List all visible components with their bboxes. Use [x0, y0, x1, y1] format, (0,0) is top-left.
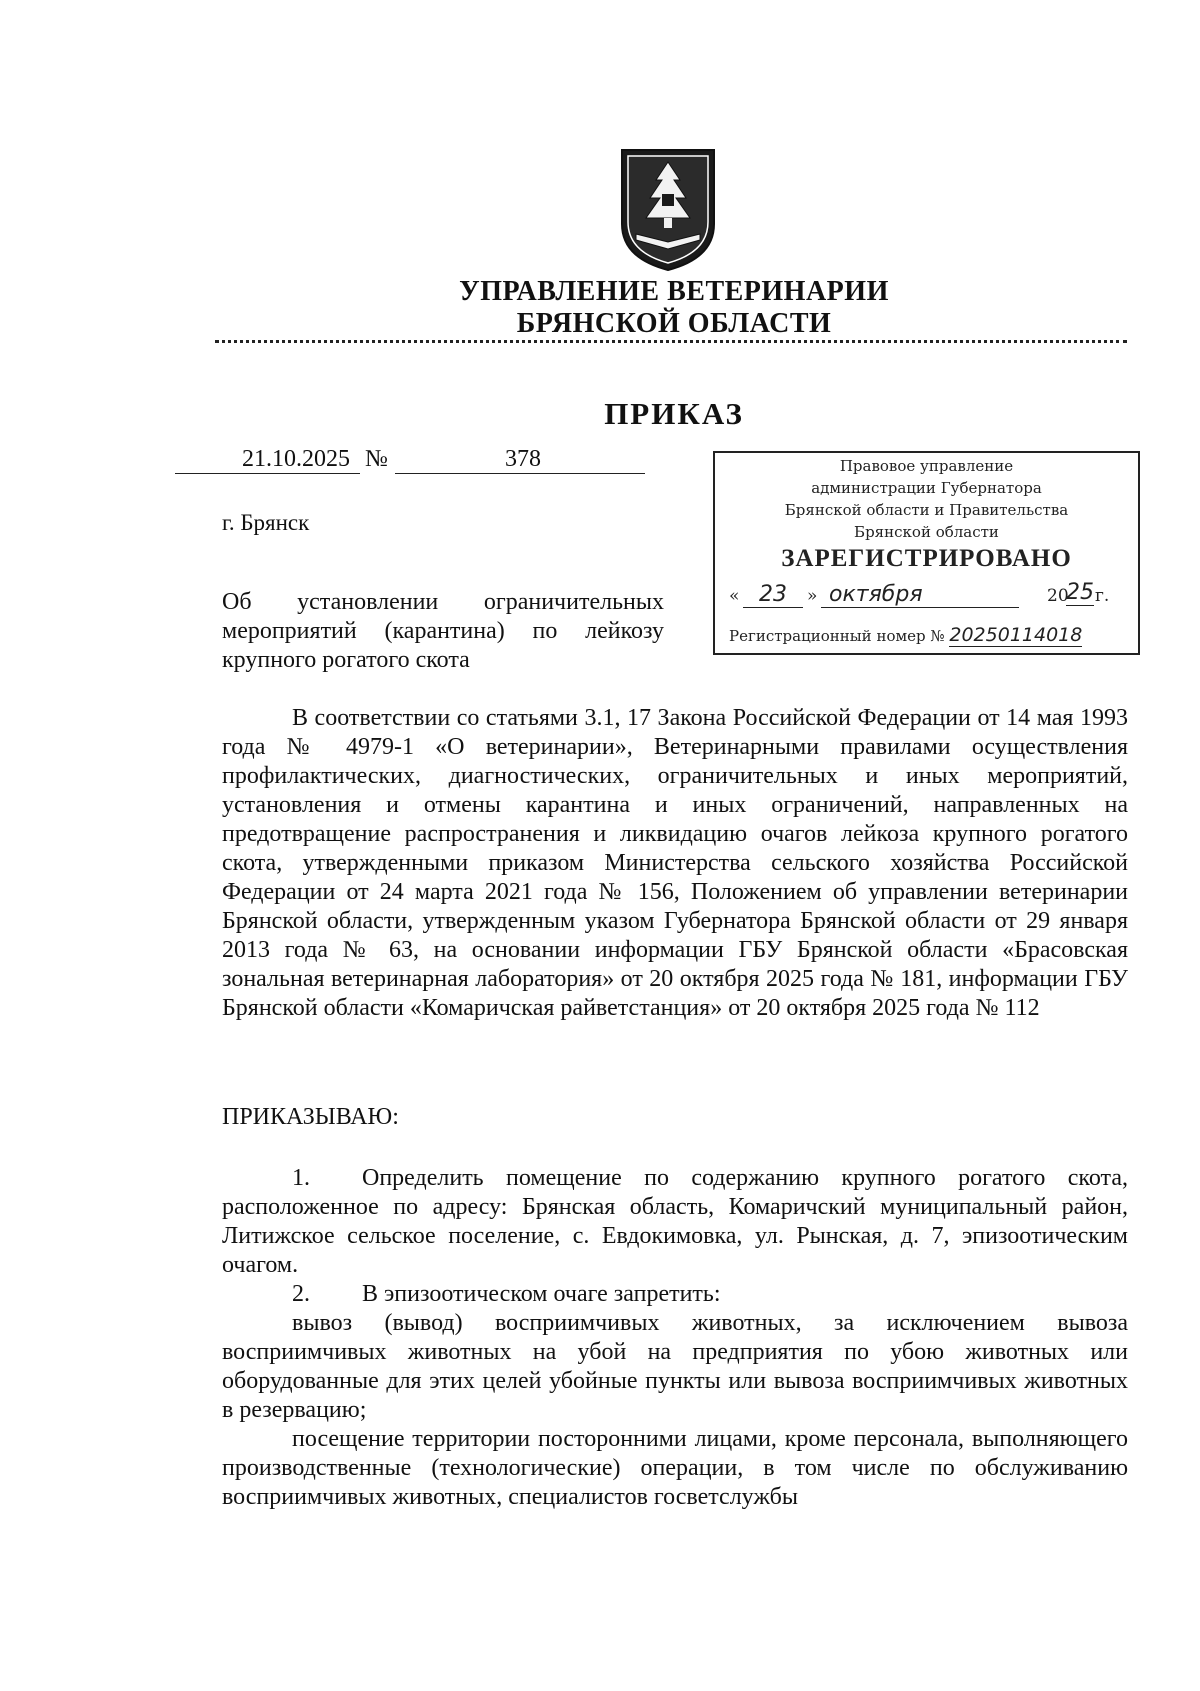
stamp-day: 23 [743, 582, 803, 608]
ban-item: посещение территории посторонними лицами, кроме персонала, выполняющего производственные (технологические) операции, в том числе по обслуживанию восприимчивых животных, специалистов госветслужбы [222, 1426, 1128, 1510]
stamp-reg-label: Регистрационный номер № [729, 627, 945, 645]
city: г. Брянск [222, 510, 310, 535]
stamp-registered: ЗАРЕГИСТРИРОВАНО [781, 545, 1072, 572]
decree-word: ПРИКАЗЫВАЮ: [222, 1104, 399, 1130]
stamp-open-quote: « [729, 586, 740, 606]
stamp-reg-number: 20250114018 [949, 624, 1083, 646]
subject-line: Об установлении ограничительных [222, 589, 664, 615]
preamble-text: В соответствии со статьями 3.1, 17 Закона Российской Федерации от 14 мая 1993 года № 4979-1 «О ветеринарии», Ветеринарными правилами осуществления профилактических, диагностических, ограничительных и иных мероприятий, установления и отмены карантина и иных ограничений, направленных на предотвращение распространения и ликвидацию очагов лейкоза крупного рогатого скота, утвержденными приказом Министерства сельского хозяйства Российской Федерации от 24 марта 2021 года № 156, Положением об управлении ветеринарии Брянской области, утвержденным указом Губернатора Брянской области от 29 января 2013 года № 63, на основании информации ГБУ Брянской области «Брасовская зональная ветеринарная лаборатория» от 20 октября 2025 года № 181, информации ГБУ Брянской области «Комаричская райветстанция» от 20 октября 2025 года № 112 [222, 705, 1128, 1021]
agency-name-line2: БРЯНСКОЙ ОБЛАСТИ [516, 308, 832, 339]
order-title: ПРИКАЗ [604, 396, 744, 431]
registration-stamp [713, 451, 1140, 655]
item-text: В эпизоотическом очаге запретить: [362, 1281, 721, 1307]
stamp-line: Правовое управление [839, 457, 1014, 475]
stamp-year-suffix: 25 [1066, 580, 1094, 605]
item-number: 2. [292, 1281, 310, 1307]
stamp-line: Брянской области [854, 523, 999, 541]
order-items [222, 1164, 1128, 1512]
stamp-date-row [729, 580, 1129, 610]
stamp-month: октября [821, 582, 1019, 608]
ban-item: вывоз (вывод) восприимчивых животных, за исключением вывоза восприимчивых животных на убой на предприятия по убою животных или оборудованные для этих целей убойные пункты или вывоза восприимчивых животных в резервацию; [222, 1310, 1128, 1423]
order-item-1 [222, 1164, 1128, 1280]
order-subject [222, 588, 664, 675]
stamp-year-unit: г. [1095, 586, 1110, 606]
coat-of-arms-emblem [618, 146, 718, 274]
order-date-number-row [175, 446, 645, 478]
agency-name-line1: УПРАВЛЕНИЕ ВЕТЕРИНАРИИ [459, 276, 889, 307]
item-number: 1. [292, 1165, 310, 1191]
stamp-year-prefix: 20 [1047, 586, 1069, 606]
stamp-close-quote: » [807, 586, 818, 606]
stamp-line: Брянской области и Правительства [784, 501, 1069, 519]
order-item-2 [222, 1280, 1128, 1309]
order-number: 378 [395, 446, 645, 474]
preamble-paragraph [222, 704, 1128, 1023]
subject-line: мероприятий (карантина) по лейкозу [222, 618, 664, 644]
stamp-reg-row [729, 624, 1139, 646]
subject-line: крупного рогатого скота [222, 647, 470, 673]
item-text: Определить помещение по содержанию крупного рогатого скота, расположенное по адресу: Брянская область, Комаричский муниципальный район, Литижское сельское поселение, с. Евдокимовка, ул. Рынская, д. 7, эпизоотическим очагом. [222, 1165, 1128, 1278]
number-sign: № [365, 446, 388, 472]
order-date: 21.10.2025 [175, 446, 360, 474]
header-divider [215, 340, 1127, 343]
stamp-line: администрации Губернатора [811, 479, 1042, 497]
